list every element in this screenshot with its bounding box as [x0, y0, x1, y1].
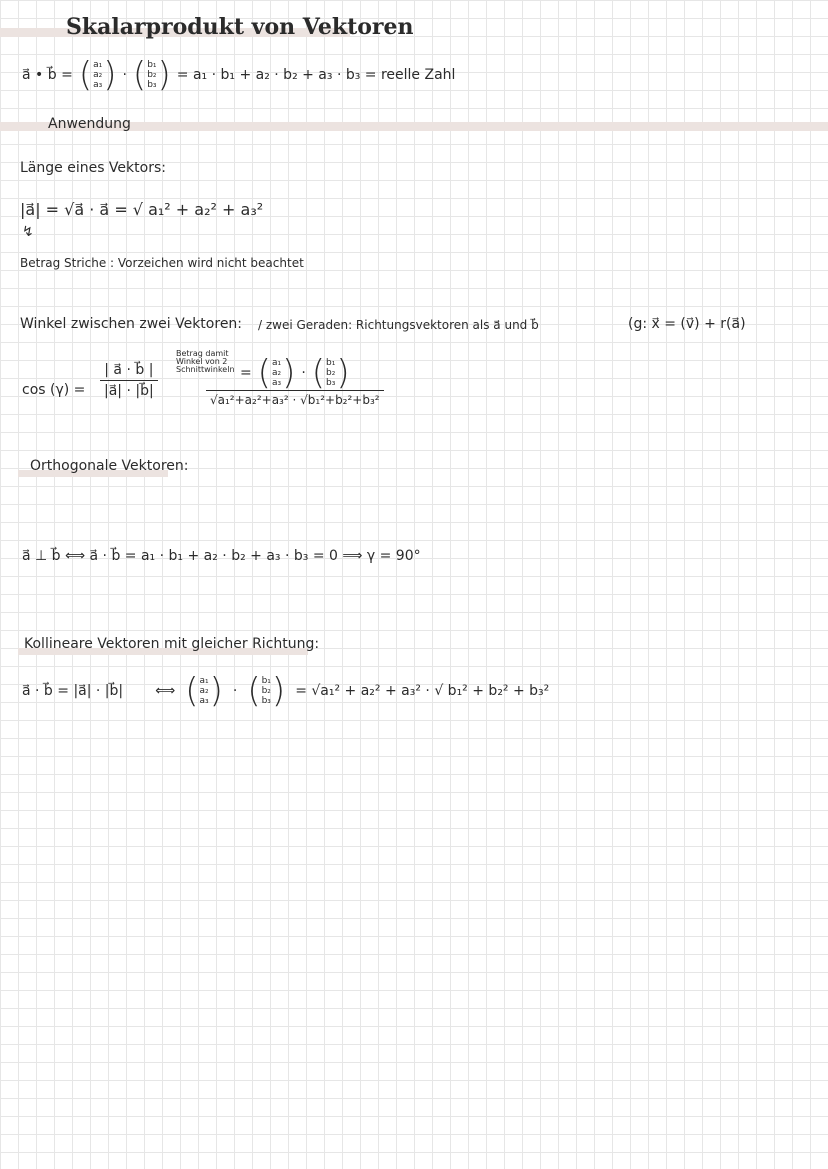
winkel-heading: Winkel zwischen zwei Vektoren:	[20, 316, 243, 332]
winkel-denominator: √a₁²+a₂²+a₃² · √b₁²+b₂²+b₃²	[206, 390, 384, 407]
kollinear-heading: Kollineare Vektoren mit gleicher Richtung:	[24, 636, 320, 652]
laenge-arrow-icon: ↯	[22, 224, 34, 240]
winkel-expansion: = ( a₁ a₂ a₃ ) · ( b₁ b₂ b₃ ) √a₁²+a₂²+a₃² · √b₁²+b₂²+b₃²	[206, 358, 384, 407]
winkel-eq: =	[239, 365, 252, 381]
definition-line: a⃗ • b⃗ = ( a₁ a₂ a₃ ) · ( b₁ b₂ b₃ ) = a₁ · b₁ + a₂ · b₂ + a₃ · b₃ = reelle Zahl	[22, 55, 456, 95]
winkel-note: / zwei Geraden: Richtungsvektoren als a⃗ und b⃗	[258, 318, 539, 332]
cos-lhs: cos (γ) =	[22, 382, 86, 398]
page-title: Skalarprodukt von Vektoren	[66, 14, 414, 40]
betrag-note: Betrag Striche : Vorzeichen wird nicht beachtet	[20, 256, 304, 270]
kollinear-vector-b: ( b₁ b₂ b₃ )	[247, 671, 286, 711]
kollinear-rhs: = √a₁² + a₂² + a₃² · √ b₁² + b₂² + b₃²	[295, 683, 550, 699]
vector-a: ( a₁ a₂ a₃ )	[78, 55, 117, 95]
anwendung-heading: Anwendung	[48, 116, 131, 132]
kollinear-vector-a: ( a₁ a₂ a₃ )	[185, 671, 223, 711]
laenge-formula: |a⃗| = √a⃗ · a⃗ = √ a₁² + a₂² + a₃²	[20, 200, 264, 219]
laenge-heading: Länge eines Vektors:	[20, 160, 166, 176]
cos-fraction	[100, 362, 158, 399]
winkel-vector-a: ( a₁ a₂ a₃ )	[257, 353, 296, 393]
cos-numerator: | a⃗ · b⃗ |	[104, 362, 154, 378]
definition-rhs: = a₁ · b₁ + a₂ · b₂ + a₃ · b₃ = reelle Zahl	[176, 67, 456, 83]
winkel-param: (g: x⃗ = (v⃗) + r(a⃗)	[628, 316, 746, 332]
betrag-annotation: Betrag damit Winkel von 2 Schnittwinkeln	[176, 349, 235, 374]
winkel-vector-b: ( b₁ b₂ b₃ )	[311, 353, 350, 393]
orthogonal-formula: a⃗ ⊥ b⃗ ⟺ a⃗ · b⃗ = a₁ · b₁ + a₂ · b₂ + a₃ · b₃ = 0 ⟹ γ = 90°	[22, 548, 421, 564]
kollinear-equiv: ⟺	[155, 683, 176, 699]
vector-b: ( b₁ b₂ b₃ )	[132, 55, 171, 95]
kollinear-line: a⃗ · b⃗ = |a⃗| · |b⃗| ⟺ ( a₁ a₂ a₃ ) · ( b₁ b₂ b₃ ) = √a₁² + a₂² + a₃² · √ b₁² + b₂² + b₃²	[22, 671, 550, 711]
cos-denominator: |a⃗| · |b⃗|	[100, 380, 158, 399]
kollinear-lhs: a⃗ · b⃗ = |a⃗| · |b⃗|	[22, 683, 124, 699]
definition-lhs: a⃗ • b⃗ =	[22, 67, 73, 83]
orthogonal-heading: Orthogonale Vektoren:	[30, 458, 189, 474]
